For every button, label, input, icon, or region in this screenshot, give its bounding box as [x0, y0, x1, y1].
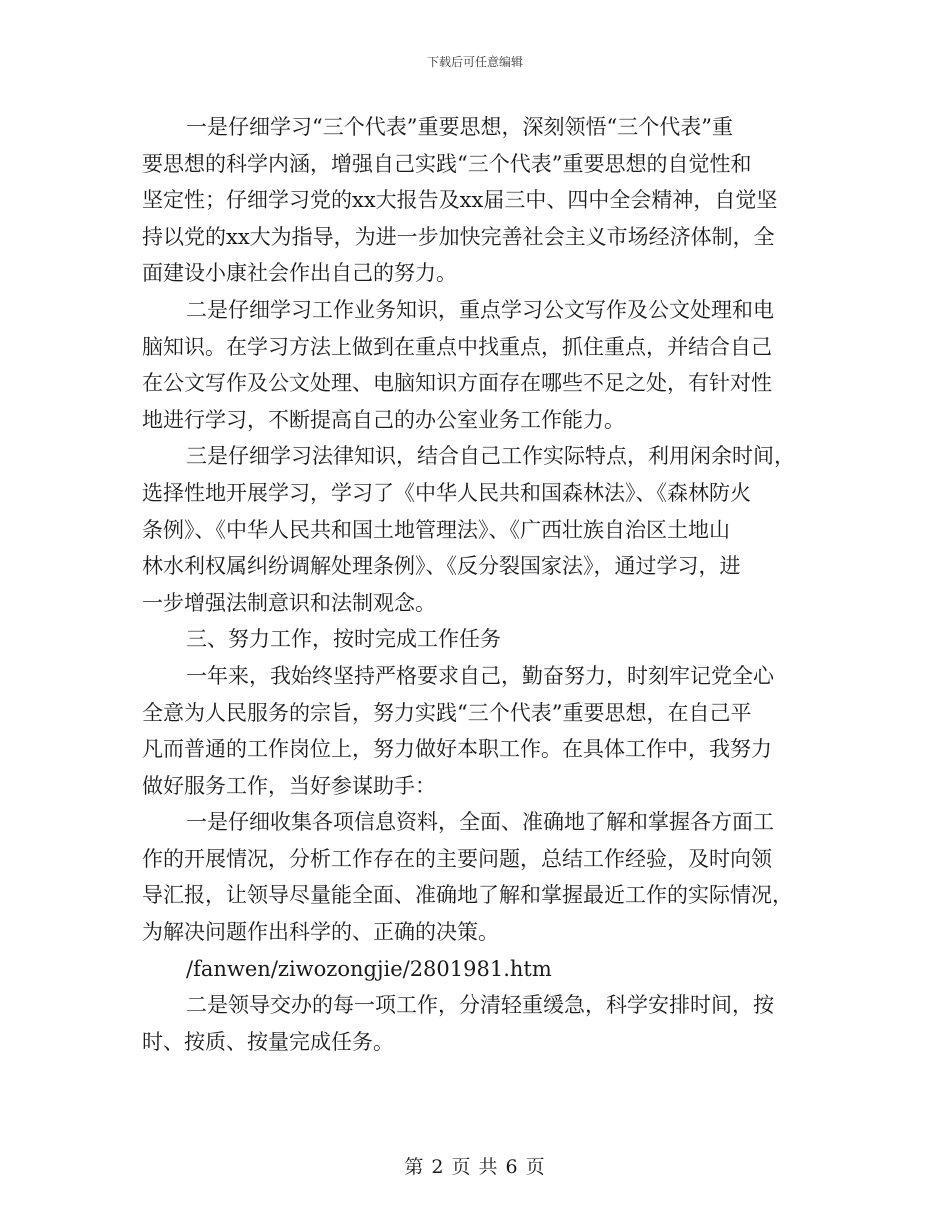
text-line: 林水利权属纠纷调解处理条例》、《反分裂国家法》，通过学习，进	[142, 554, 741, 579]
text-line: 要思想的科学内涵，增强自己实践“三个代表”重要思想的自觉性和	[142, 151, 752, 176]
text-line: 地进行学习，不断提高自己的办公室业务工作能力。	[142, 407, 625, 432]
text-line: 条例》、《中华人民共和国土地管理法》、《广西壮族自治区土地山	[142, 517, 730, 542]
text-line: 时、按质、按量完成任务。	[142, 1029, 394, 1054]
text-line: 二是仔细学习工作业务知识，重点学习公文写作及公文处理和电	[186, 297, 774, 322]
text-line: 三、努力工作，按时完成工作任务	[186, 627, 501, 652]
text-line: 全意为人民服务的宗旨，努力实践“三个代表”重要思想，在自己平	[142, 700, 752, 725]
text-line: 做好服务工作，当好参谋助手：	[142, 773, 436, 798]
text-line: /fanwen/ziwozongjie/2801981.htm	[186, 956, 552, 981]
text-line: 作的开展情况，分析工作存在的主要问题，总结工作经验，及时向领	[142, 846, 772, 871]
text-line: 面建设小康社会作出自己的努力。	[142, 261, 457, 286]
text-line: 持以党的xx大为指导，为进一步加快完善社会主义市场经济体制，全	[142, 224, 775, 249]
text-line: 导汇报，让领导尽量能全面、准确地了解和掌握最近工作的实际情况，	[142, 883, 793, 908]
text-line: 二是领导交办的每一项工作，分清轻重缓急，科学安排时间，按	[186, 993, 774, 1018]
text-line: 一步增强法制意识和法制观念。	[142, 590, 436, 615]
text-line: 一是仔细收集各项信息资料，全面、准确地了解和掌握各方面工	[186, 810, 774, 835]
page-header: 下载后可任意编辑	[426, 55, 523, 69]
document-body	[142, 109, 814, 1060]
text-line: 三是仔细学习法律知识，结合自己工作实际特点，利用闲余时间，	[186, 444, 795, 469]
text-line: 一年来，我始终坚持严格要求自己，勤奋努力，时刻牢记党全心	[186, 663, 774, 688]
text-line: 一是仔细学习“三个代表”重要思想，深刻领悟“三个代表”重	[186, 115, 733, 139]
text-line: 脑知识。在学习方法上做到在重点中找重点，抓住重点，并结合自己	[142, 334, 772, 359]
text-line: 凡而普通的工作岗位上，努力做好本职工作。在具体工作中，我努力	[142, 737, 772, 762]
text-line: 选择性地开展学习，学习了《中华人民共和国森林法》、《森林防火	[142, 480, 751, 505]
page-footer: 第 2 页 共 6 页	[404, 1156, 546, 1178]
text-line: 为解决问题作出科学的、正确的决策。	[142, 920, 499, 945]
text-line: 在公文写作及公文处理、电脑知识方面存在哪些不足之处，有针对性	[142, 371, 772, 396]
text-line: 坚定性；仔细学习党的xx大报告及xx届三中、四中全会精神，自觉坚	[142, 188, 778, 213]
